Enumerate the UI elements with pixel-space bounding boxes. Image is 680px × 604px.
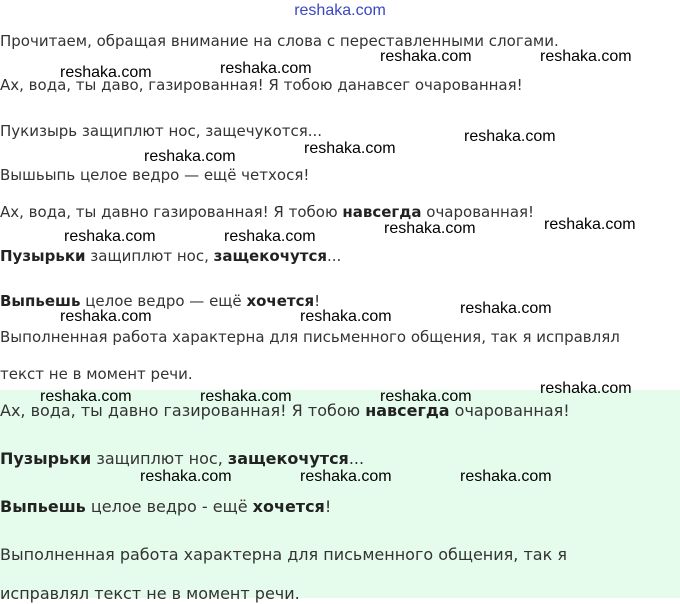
- answer-line-4: Выполненная работа характерна для письменного общения, так я: [0, 545, 567, 564]
- watermark: reshaka.com: [40, 388, 132, 405]
- watermark: reshaka.com: [300, 308, 392, 325]
- note-line-1: Выполненная работа характерна для письменного общения, так я исправлял: [0, 328, 620, 346]
- corrected-line-3: Выпьешь целое ведро — ещё хочется!: [0, 292, 321, 310]
- watermark: reshaka.com: [144, 148, 236, 165]
- original-line-2: Пукизырь защиплют нос, защечукотся...: [0, 122, 323, 140]
- bold-word: Пузырьки: [0, 449, 92, 468]
- watermark: reshaka.com: [540, 380, 632, 397]
- bold-word: навсегда: [342, 203, 422, 221]
- watermark: reshaka.com: [464, 128, 556, 145]
- watermark: reshaka.com: [460, 300, 552, 317]
- watermark: reshaka.com: [60, 308, 152, 325]
- watermark: reshaka.com: [384, 220, 476, 237]
- watermark: reshaka.com: [60, 64, 152, 81]
- watermark: reshaka.com: [304, 140, 396, 157]
- watermark: reshaka.com: [140, 468, 232, 485]
- answer-line-2: Пузырьки защиплют нос, защекочутся...: [0, 449, 365, 468]
- watermark: reshaka.com: [224, 228, 316, 245]
- bold-word: хочется: [246, 292, 315, 310]
- original-line-1: Ах, вода, ты даво, газированная! Я тобою данавсег очарованная!: [0, 76, 523, 94]
- watermark: reshaka.com: [460, 468, 552, 485]
- header-watermark: reshaka.com: [294, 2, 386, 19]
- bold-word: Пузырьки: [0, 247, 86, 265]
- bold-word: Выпьешь: [0, 497, 86, 516]
- watermark: reshaka.com: [380, 388, 472, 405]
- watermark: reshaka.com: [300, 468, 392, 485]
- answer-box: [0, 390, 680, 598]
- corrected-line-2: Пузырьки защиплют нос, защекочутся...: [0, 247, 342, 265]
- answer-line-5: исправлял текст не в момент речи.: [0, 584, 300, 603]
- intro-text: Прочитаем, обращая внимание на слова с переставленными слогами.: [0, 32, 559, 50]
- bold-word: защекочутся: [227, 449, 349, 468]
- watermark: reshaka.com: [200, 388, 292, 405]
- bold-word: защекочутся: [213, 247, 328, 265]
- bold-word: хочется: [252, 497, 325, 516]
- watermark: reshaka.com: [220, 60, 312, 77]
- watermark: reshaka.com: [64, 228, 156, 245]
- bold-word: Выпьешь: [0, 292, 81, 310]
- note-line-2: текст не в момент речи.: [0, 365, 193, 383]
- answer-line-3: Выпьешь целое ведро - ещё хочется!: [0, 497, 332, 516]
- answer-line-1: Ах, вода, ты давно газированная! Я тобою навсегда очарованная!: [0, 401, 570, 420]
- bold-word: навсегда: [365, 401, 450, 420]
- watermark: reshaka.com: [540, 48, 632, 65]
- watermark: reshaka.com: [544, 216, 636, 233]
- original-line-3: Вышьыпь целое ведро — ещё четхося!: [0, 166, 310, 184]
- watermark: reshaka.com: [380, 48, 472, 65]
- corrected-line-1: Ах, вода, ты давно газированная! Я тобою навсегда очарованная!: [0, 203, 535, 221]
